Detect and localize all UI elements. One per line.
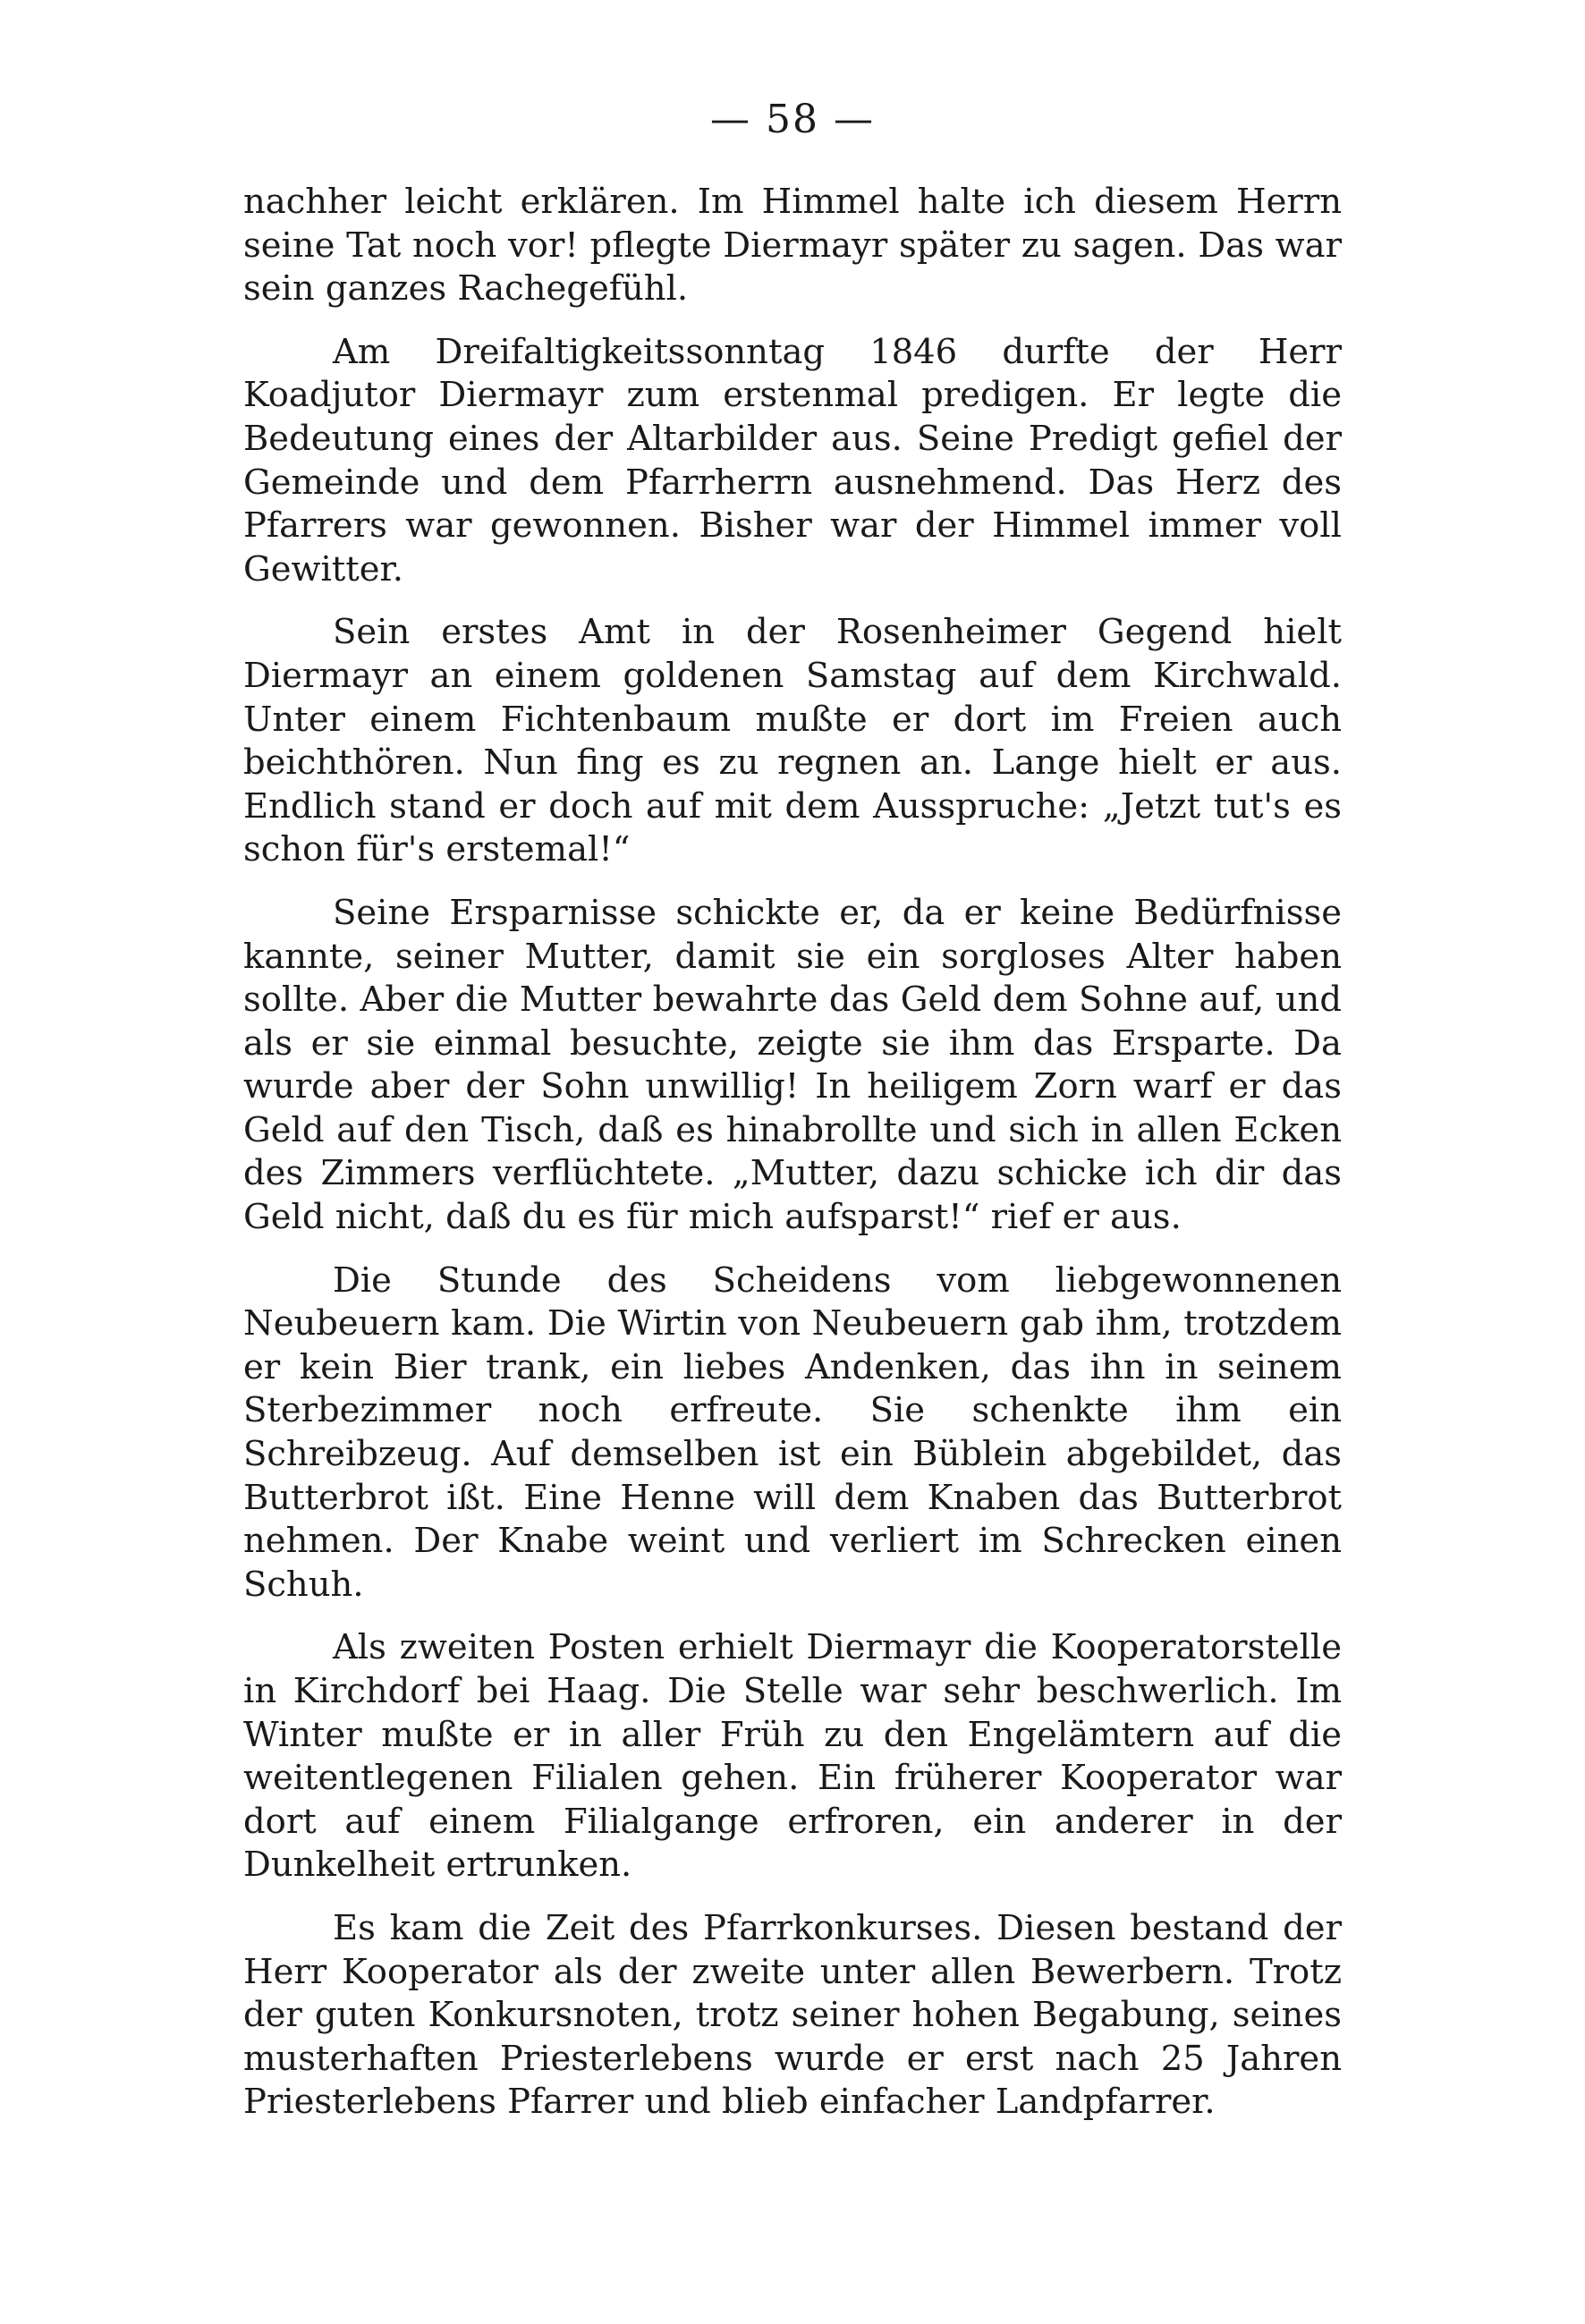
body-text [243,181,1342,2125]
paragraph-trinity-sunday-sermon: Am Dreifaltigkeitssonntag 1846 durfte der Herr Koadjutor Diermayr zum erstenmal predigen. Er legte die Bedeutung eines der Altarbilder aus. Seine Predigt gefiel der Gemeinde und dem Pfarrherrn ausnehmend. Das Herz des Pfarrers war gewonnen. Bisher war der Himmel immer voll Gewitter. [243,331,1342,589]
page-number: — 58 — [710,97,875,142]
paragraph-pfarrkonkurs: Es kam die Zeit des Pfarrkonkurses. Diesen bestand der Herr Kooperator als der zweite unter allen Bewerbern. Trotz der guten Konkursnoten, trotz seiner hohen Begabung, seines musterhaften Priesterlebens wurde er erst nach 25 Jahren Priesterlebens Pfarrer und blieb einfacher Landpfarrer. [243,1907,1342,2123]
paragraph-second-post: Als zweiten Posten erhielt Diermayr die Kooperatorstelle in Kirchdorf bei Haag. Die Stelle war sehr beschwerlich. Im Winter mußte er in aller Früh zu den Engelämtern auf die weitentlegenen Filialen gehen. Ein früherer Kooperator war dort auf einem Filialgange erfroren, ein anderer in der Dunkelheit ertrunken. [243,1627,1342,1886]
paragraph-savings: Seine Ersparnisse schickte er, da er keine Bedürfnisse kannte, seiner Mutter, damit sie ein sorgloses Alter haben sollte. Aber die Mutter bewahrte das Geld dem Sohne auf, und als er sie einmal besuchte, zeigte sie ihm das Ersparte. Da wurde aber der Sohn unwillig! In heiligem Zorn warf er das Geld auf den Tisch, daß es hinabrollte und sich in allen Ecken des Zimmers verflüchtete. „Mutter, dazu schicke ich dir das Geld nicht, daß du es für mich aufsparst!“ rief er aus. [243,892,1342,1238]
paragraph-farewell-neubeuern: Die Stunde des Scheidens vom liebgewonnenen Neubeuern kam. Die Wirtin von Neubeuern gab ihm, trotzdem er kein Bier trank, ein liebes Andenken, das ihn in seinem Sterbezimmer noch erfreute. Sie schenkte ihm ein Schreibzeug. Auf demselben ist ein Büblein abgebildet, das Butterbrot ißt. Eine Henne will dem Knaben das Butterbrot nehmen. Der Knabe weint und verliert im Schrecken einen Schuh. [243,1260,1342,1605]
paragraph-continuation: nachher leicht erklären. Im Himmel halte ich diesem Herrn seine Tat noch vor! pflegte Diermayr später zu sagen. Das war sein ganzes Rachegefühl. [243,182,1342,310]
paragraph-first-office: Sein erstes Amt in der Rosenheimer Gegend hielt Diermayr an einem goldenen Samstag auf dem Kirchwald. Unter einem Fichtenbaum mußte er dort im Freien auch beichthören. Nun fing es zu regnen an. Lange hielt er aus. Endlich stand er doch auf mit dem Ausspruche: „Jetzt tut's es schon für's erstemal!“ [243,612,1342,870]
